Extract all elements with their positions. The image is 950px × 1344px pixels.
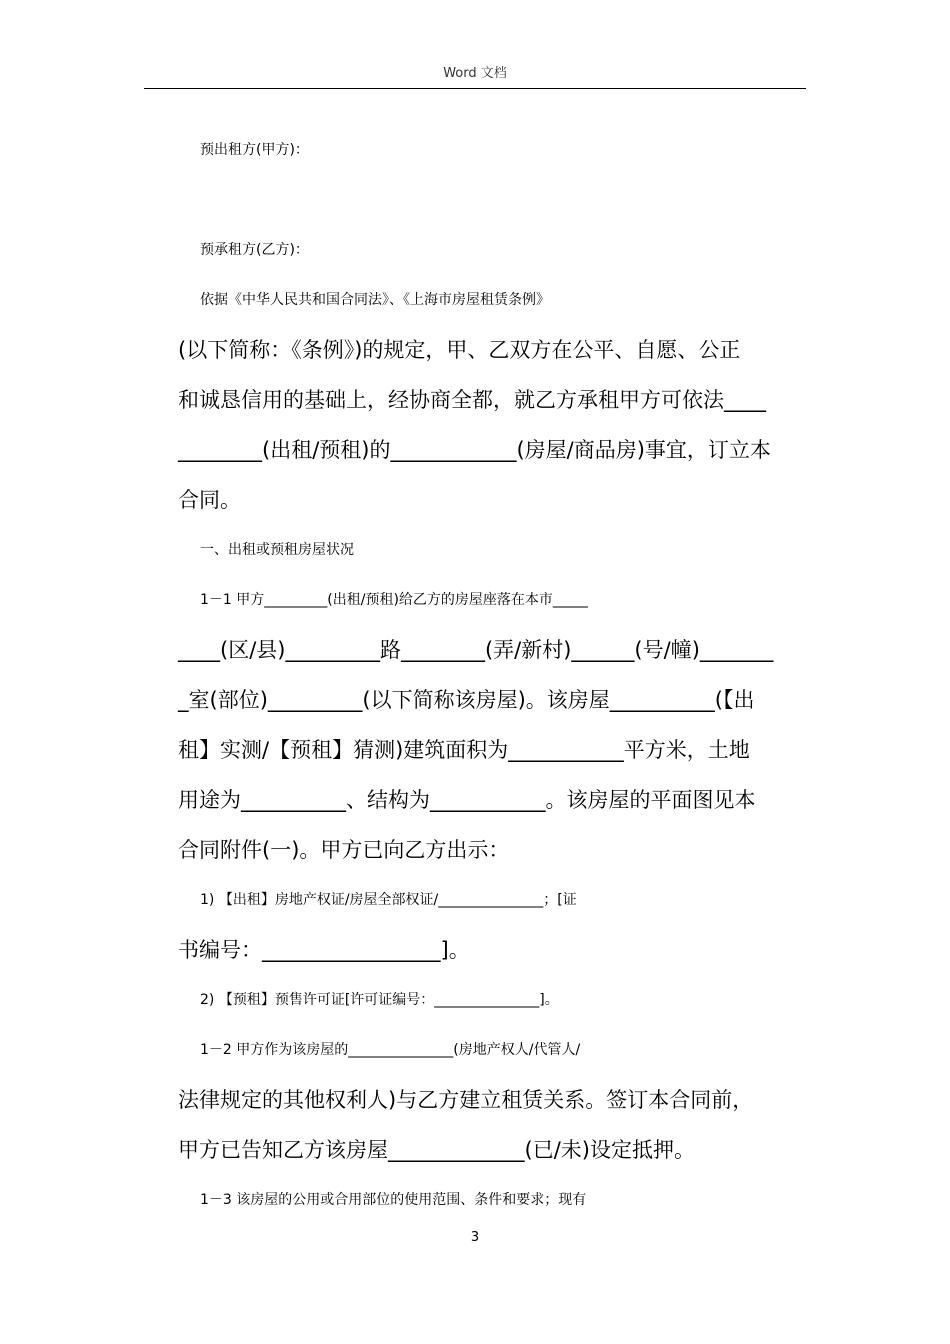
text-line: 预承租方(乙方)：	[200, 242, 309, 258]
text-line: ________(出租/预租)的____________(房屋/商品房)事宜，订立本	[178, 438, 771, 462]
text-line: 法律规定的其他权利人)与乙方建立租赁关系。签订本合同前，	[178, 1088, 754, 1112]
text-line: 合同。	[178, 488, 241, 512]
text-line: 甲方已告知乙方该房屋_____________(已/未)设定抵押。	[178, 1138, 695, 1162]
text-line: 预出租方(甲方)：	[200, 142, 309, 158]
text-line: 1－3 该房屋的公用或合用部位的使用范围、条件和要求；现有	[200, 1192, 587, 1208]
section-heading: 一、出租或预租房屋状况	[200, 542, 354, 558]
text-line: (以下简称：《条例》)的规定，甲、乙双方在公平、自愿、公正	[178, 338, 741, 362]
text-line: 依据《中华人民共和国合同法》、《上海市房屋租赁条例》	[200, 292, 550, 308]
text-line: ____(区/县)_________路________(弄/新村)______(号/幢)_______	[178, 638, 774, 662]
text-line: 合同附件(一)。甲方已向乙方出示：	[178, 838, 510, 862]
text-line: 1－2 甲方作为该房屋的_______________(房地产权人/代管人/	[200, 1042, 581, 1058]
text-line: 租】实测/【预租】猜测)建筑面积为___________平方米，土地	[178, 738, 750, 762]
text-line: 2) 【预租】预售许可证[许可证编号：_______________]。	[200, 992, 559, 1008]
page-header: Word 文档	[443, 66, 507, 81]
text-line: 1－1 甲方_________(出租/预租)给乙方的房屋座落在本市_____	[200, 592, 588, 608]
page-number: 3	[470, 1230, 480, 1245]
text-line: 书编号：_________________]。	[178, 938, 470, 962]
text-line: 1) 【出租】房地产权证/房屋全部权证/_______________；[证	[200, 892, 577, 908]
text-line: 用途为__________、结构为___________。该房屋的平面图见本	[178, 788, 756, 812]
text-line: 和诚恳信用的基础上，经协商全都，就乙方承租甲方可依法____	[178, 388, 766, 412]
text-line: _室(部位)_________(以下简称该房屋)。该房屋__________(【出	[178, 688, 755, 712]
